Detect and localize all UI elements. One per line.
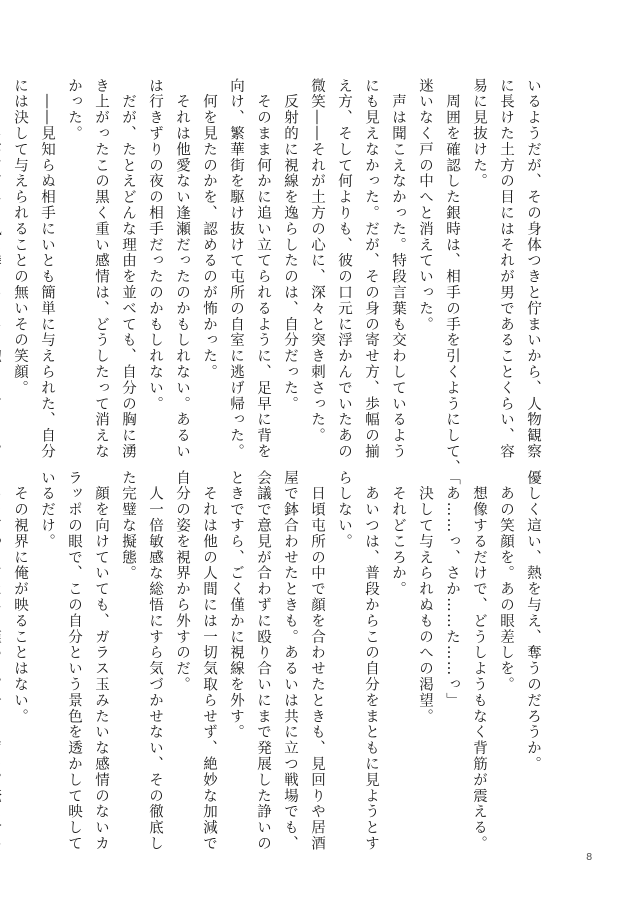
text-line: 周囲を確認した銀時は、相手の手を引くようにして、: [444, 78, 460, 476]
text-line: 決して与えられぬものへの渇望。: [417, 470, 433, 725]
text-line: 易に見抜けた。: [471, 78, 487, 190]
text-line: 声は聞こえなかった。特段言葉も交わしているよう: [390, 78, 406, 460]
text-line: には決して与えられることの無いその笑顔。: [12, 78, 28, 396]
text-line: あいつは、普段からこの自分をまともに見ようとす: [363, 470, 379, 852]
text-line: [0, 78, 6, 438]
text-line: 想像するだけで、どうしようもなく背筋が震える。: [471, 470, 487, 852]
text-line: 何を見たのかを、認めるのが怖かった。: [201, 78, 217, 381]
text-line: え方、そして何よりも、彼の口元に浮かんでいたあの: [336, 78, 352, 460]
text-line: そのまま何かに追い立てられるように、足早に背を: [255, 78, 271, 460]
text-line: ――見知らぬ相手にいとも簡単に与えられた、自分: [39, 78, 55, 460]
text-line: かった。: [66, 78, 82, 142]
text-line: らしない。: [336, 470, 352, 550]
text-line: ときですら、ごく僅かに視線を外す。: [228, 470, 244, 741]
text-line: 微笑――それが土方の心に、深々と突き刺さった。: [309, 78, 325, 444]
text-line: 自分の姿を視界から外すのだ。: [174, 470, 190, 693]
text-line: だが、たとえどんな理由を並べても、自分の胸に湧: [120, 78, 136, 460]
text-line: た完璧な擬態。: [120, 470, 136, 582]
text-block-bottom: [0, 470, 546, 852]
text-block-top: [0, 78, 546, 476]
text-line: 反射的に視線を逸らしたのは、自分だった。: [282, 78, 298, 412]
text-line: [0, 470, 6, 830]
text-line: それどころか。: [390, 470, 406, 598]
text-line: あの笑顔を。あの眼差しを。: [498, 470, 514, 693]
text-line: それは他の人間には一切気取らせず、絶妙な加減で: [201, 470, 217, 852]
text-line: ラッポの眼で、この自分という景色を透かして映して: [66, 470, 82, 852]
text-line: き上がったこの黒く重い感情は、どうしたって消えな: [93, 78, 109, 460]
text-line: いるだけ。: [39, 470, 55, 550]
text-line: それは他愛ない逢瀬だったのかもしれない。あるい: [174, 78, 190, 460]
text-line: いるようだが、その身体つきと佇まいから、人物観察: [525, 78, 541, 460]
text-line: に長けた土方の目にはそれが男であることくらい、容: [498, 78, 514, 460]
page-number: 8: [586, 852, 593, 863]
text-line: 人一倍敏感な総悟にすら気づかせない、その徹底し: [147, 470, 163, 852]
text-line: 「あ……っ、さか……た……っ」: [444, 470, 460, 709]
text-line: にも見えなかった。だが、その身の寄せ方、歩幅の揃: [363, 78, 379, 460]
text-line: 顔を向けていても、ガラス玉みたいな感情のないカ: [93, 470, 109, 852]
text-line: 優しく這い、熱を与え、奪うのだろうか。: [525, 470, 541, 773]
text-line: 日頃屯所の中で顔を合わせたときも、見回りや居酒: [309, 470, 325, 852]
text-line: 屋で鉢合わせたときも。あるいは共に立つ戦場でも、: [282, 470, 298, 852]
text-line: 会議で意見が合わずに殴り合いにまで発展した諍いの: [255, 470, 271, 852]
text-line: 迷いなく戸の中へと消えていった。: [417, 78, 433, 333]
text-line: 向け、繁華街を駆け抜けて屯所の自室に逃げ帰った。: [228, 78, 244, 460]
text-line: その視界に俺が映ることはない。: [12, 470, 28, 725]
text-line: は行きずりの夜の相手だったのかもしれない。: [147, 78, 163, 412]
